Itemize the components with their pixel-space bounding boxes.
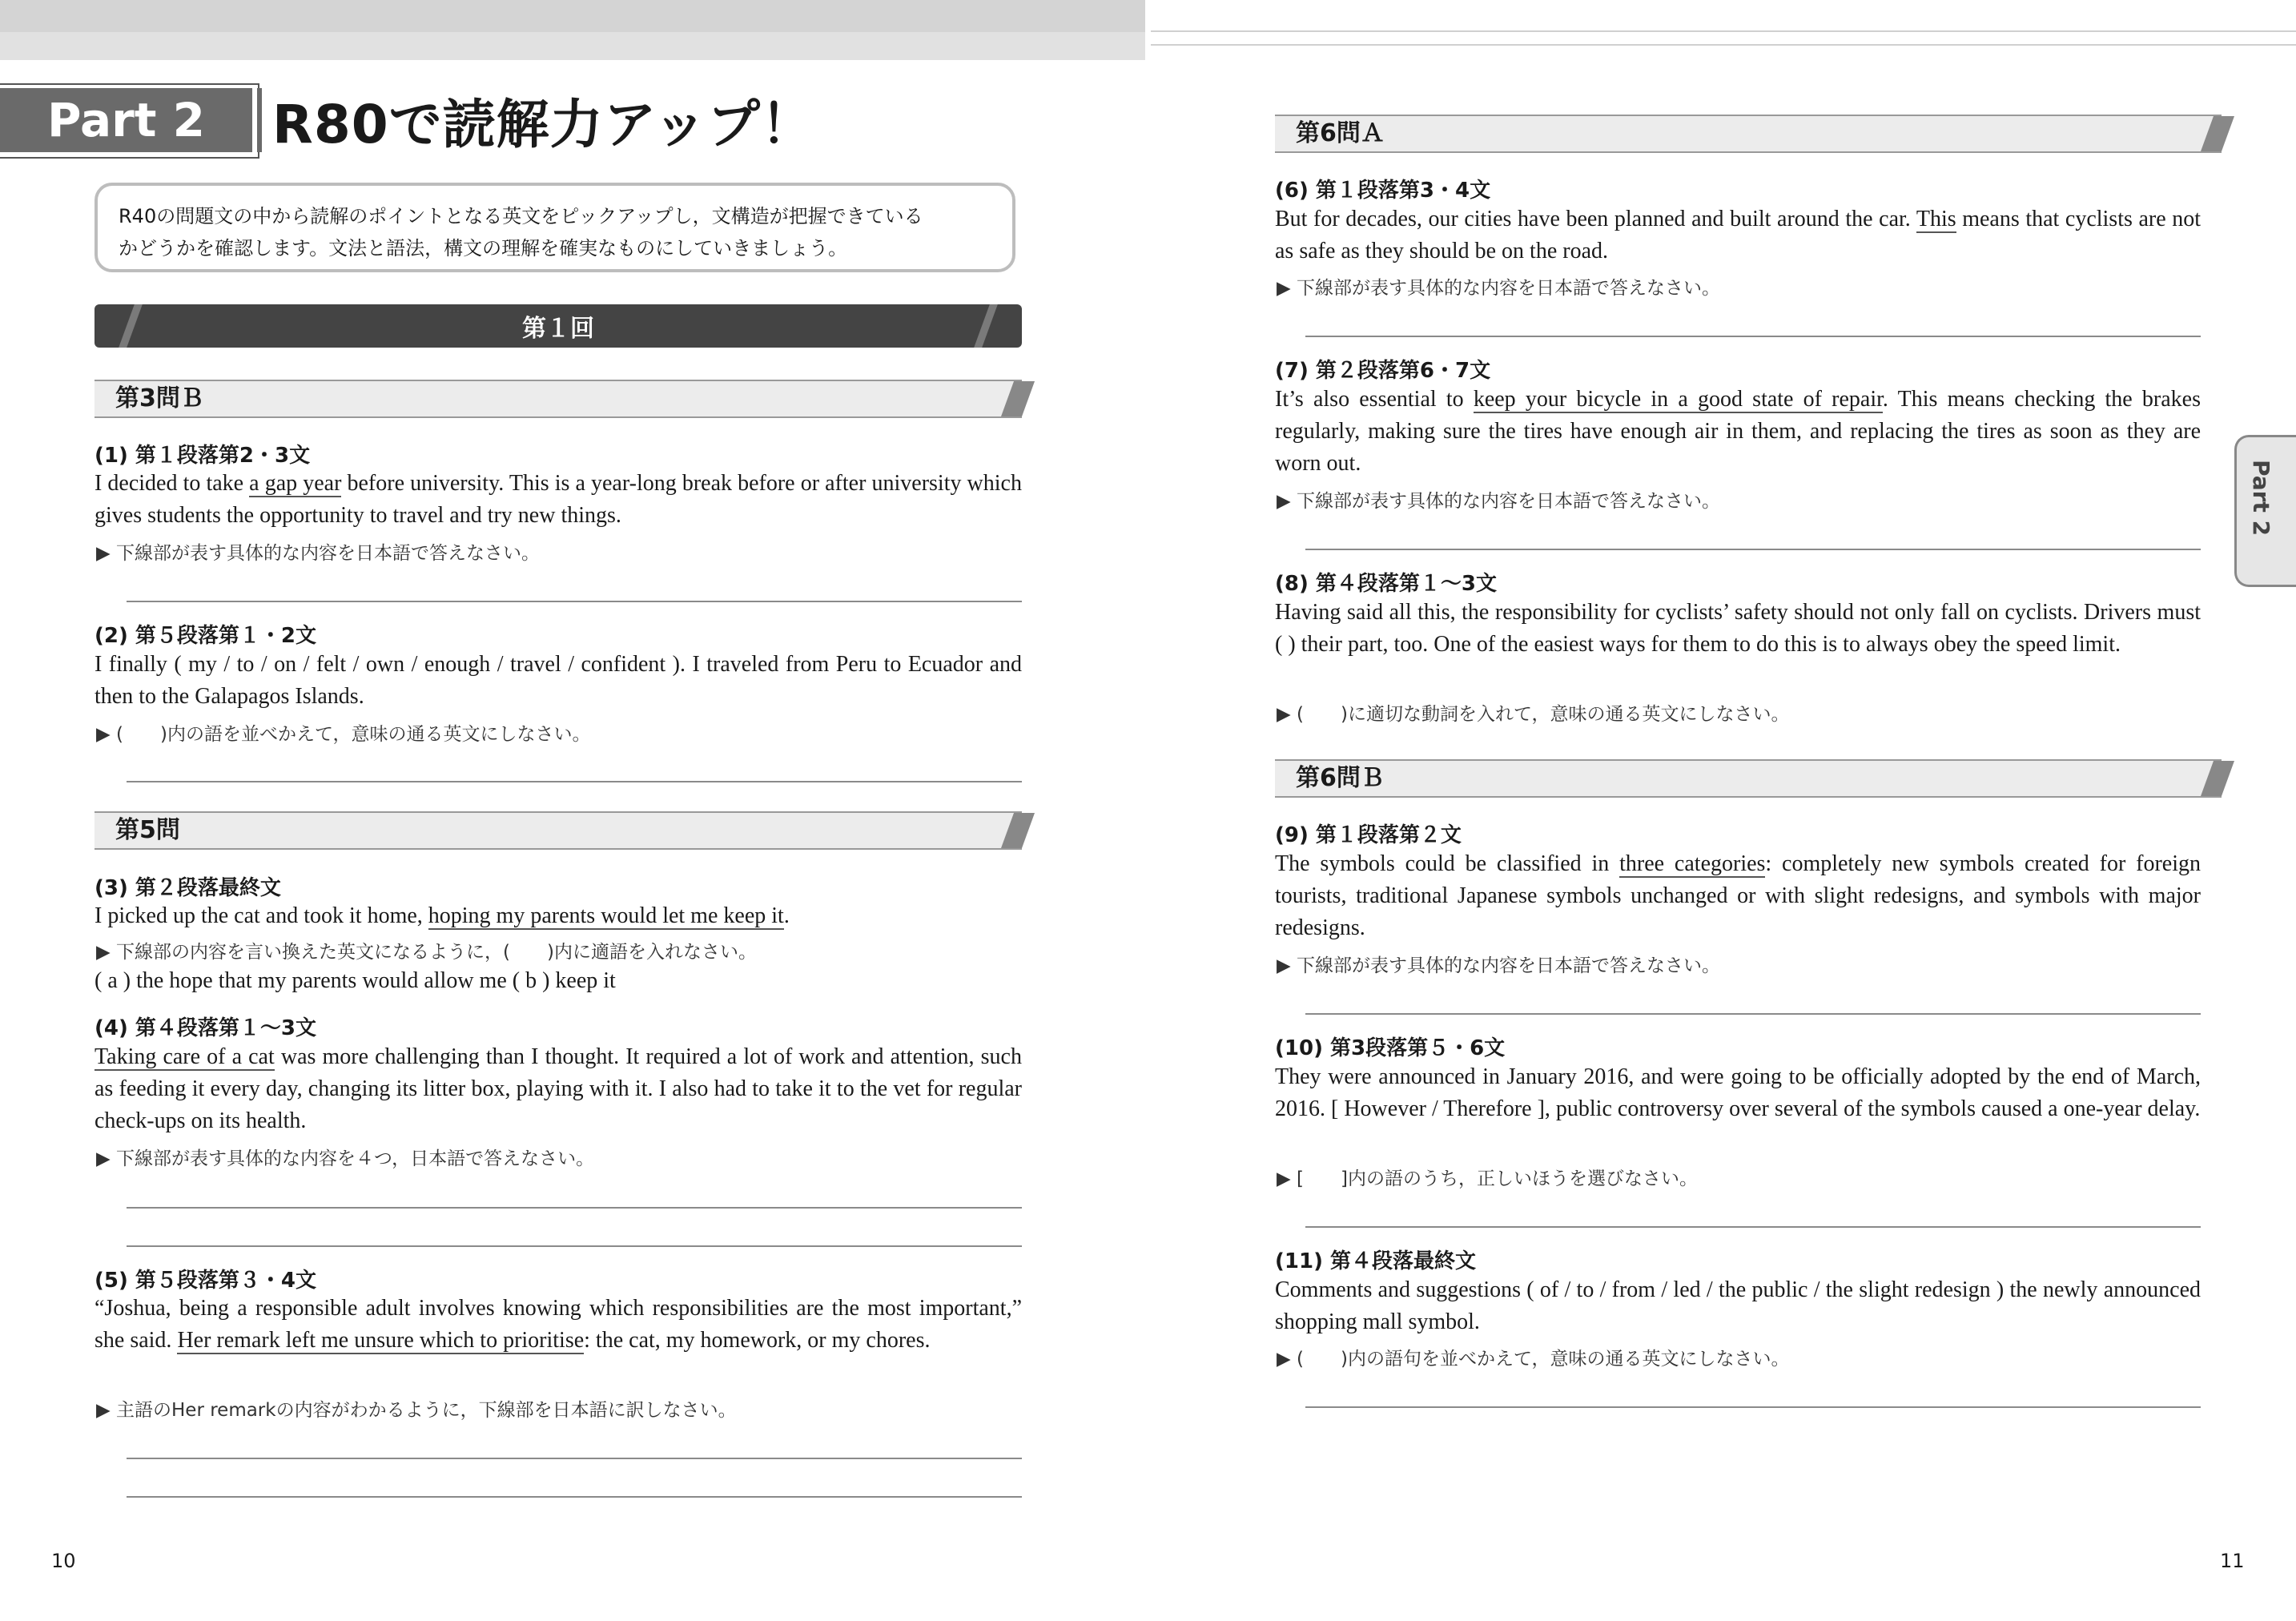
side-tab-label: Part 2 <box>2248 460 2274 537</box>
answer-line[interactable] <box>127 781 1022 782</box>
question-label: (4) 第４段落第１～3文 <box>94 1016 316 1040</box>
answer-line[interactable] <box>127 1458 1022 1459</box>
answer-line[interactable] <box>1305 1226 2201 1228</box>
section-slant <box>1001 813 1035 848</box>
page-number-left: 10 <box>51 1550 76 1572</box>
header-rule <box>1151 44 2296 46</box>
intro-line: かどうかを確認します。文法と語法，構文の理解を確実なものにしていきましょう。 <box>119 237 848 259</box>
answer-line[interactable] <box>1305 549 2201 550</box>
instruction: ▶ 主語のHer remarkの内容がわかるように，下線部を日本語に訳しなさい。 <box>96 1400 737 1421</box>
question-label: (10) 第3段落第５・6文 <box>1275 1036 1506 1060</box>
instruction: ▶ 下線部が表す具体的な内容を４つ，日本語で答えなさい。 <box>96 1148 595 1169</box>
round-bar: 第１回 <box>94 304 1022 348</box>
underlined-phrase: a gap year <box>249 471 342 496</box>
answer-line[interactable] <box>127 1207 1022 1209</box>
question-label: (6) 第１段落第3・4文 <box>1275 179 1491 203</box>
section-title: 第5問 <box>115 816 180 844</box>
question-text: I finally ( my / to / on / felt / own / enough / travel / confident ). I traveled from Peru to Ecuador and then to the Galapagos Islands. <box>94 652 1022 709</box>
question-text: Comments and suggestions ( of / to / from / led / the public / the slight redesign ) the newly announced shopping mall symbol. <box>1275 1277 2201 1334</box>
underlined-phrase: Her remark left me unsure which to prioritise <box>177 1328 585 1353</box>
question-text: Having said all this, the responsibility for cyclists’ safety should not only fall on cyclists. Drivers must ( ) their part, too. One of the easiest ways for them to do this is to always obey the speed limit. <box>1275 600 2201 657</box>
question-label: (2) 第５段落第１・2文 <box>94 624 316 648</box>
section-header-6a <box>1275 115 2222 153</box>
side-tab <box>2234 435 2296 587</box>
underlined-phrase: hoping my parents would let me keep it <box>428 903 784 928</box>
section-header-3b <box>94 380 1022 418</box>
instruction: ▶ 下線部の内容を言い換えた英文になるように，( )内に適語を入れなさい。 <box>96 942 757 963</box>
section-title: 第3問Ｂ <box>115 384 204 412</box>
answer-line[interactable] <box>1305 1406 2201 1408</box>
section-title: 第6問Ａ <box>1296 119 1385 147</box>
section-slant <box>2201 761 2234 796</box>
page-number-right: 11 <box>2220 1550 2245 1572</box>
question-text: They were announced in January 2016, and were going to be officially adopted by the end of March, 2016. [ However / Therefore ], public controversy over several of the symbols caused a one-year delay. <box>1275 1064 2201 1121</box>
underlined-phrase: This <box>1916 207 1956 231</box>
section-slant <box>2201 116 2234 151</box>
question-label: (11) 第４段落最終文 <box>1275 1249 1476 1273</box>
intro-line: R40の問題文の中から読解のポイントとなる英文をピックアップし，文構造が把握できている <box>119 205 923 227</box>
instruction: ▶ 下線部が表す具体的な内容を日本語で答えなさい。 <box>1277 278 1720 299</box>
section-header-6b <box>1275 759 2222 798</box>
section-title: 第6問Ｂ <box>1296 764 1385 792</box>
question-text: The symbols could be classified in three categories: completely new symbols created for foreign tourists, traditional Japanese symbols unchanged or with slight redesigns, and symbols with major redesigns. <box>1275 851 2201 940</box>
underlined-phrase: Taking care of a cat <box>94 1044 275 1069</box>
answer-line[interactable] <box>1305 1013 2201 1015</box>
question-label: (7) 第２段落第6・7文 <box>1275 359 1491 383</box>
instruction: ▶ 下線部が表す具体的な内容を日本語で答えなさい。 <box>1277 491 1720 512</box>
answer-line[interactable] <box>1305 336 2201 337</box>
underlined-phrase: keep your bicycle in a good state of repair <box>1473 387 1883 412</box>
question-label: (9) 第１段落第２文 <box>1275 823 1462 847</box>
question-label: (3) 第２段落最終文 <box>94 876 281 900</box>
part-label: Part 2 <box>0 88 257 152</box>
underlined-phrase: three categories <box>1619 851 1766 876</box>
page-title: R80で読解力アップ！ <box>272 94 815 155</box>
question-text: I decided to take a gap year before university. This is a year-long break before or after university which gives students the opportunity to travel and try new things. <box>94 471 1022 528</box>
intro-box <box>94 183 1015 272</box>
question-label: (1) 第１段落第2・3文 <box>94 444 311 468</box>
question-text: Taking care of a cat was more challenging than I thought. It required a lot of work and attention, such as feeding it every day, changing its litter box, playing with it. I also had to take it to the vet for regular check-ups on its health. <box>94 1044 1022 1133</box>
question-extra: ( a ) the hope that my parents would allow me ( b ) keep it <box>94 968 616 993</box>
instruction: ▶ ( )に適切な動詞を入れて，意味の通る英文にしなさい。 <box>1277 704 1790 725</box>
header-rule <box>1151 30 2296 32</box>
instruction: ▶ 下線部が表す具体的な内容を日本語で答えなさい。 <box>1277 955 1720 976</box>
answer-line[interactable] <box>127 601 1022 602</box>
answer-line[interactable] <box>127 1496 1022 1498</box>
question-label: (5) 第５段落第３・4文 <box>94 1269 316 1293</box>
instruction: ▶ [ ]内の語のうち，正しいほうを選びなさい。 <box>1277 1168 1698 1189</box>
question-label: (8) 第４段落第１～3文 <box>1275 572 1497 596</box>
header-band-dark <box>0 0 1145 32</box>
answer-line[interactable] <box>127 1245 1022 1247</box>
question-text: But for decades, our cities have been planned and built around the car. This means that cyclists are not as safe as they should be on the road. <box>1275 207 2201 263</box>
section-header-5 <box>94 811 1022 850</box>
instruction: ▶ ( )内の語を並べかえて，意味の通る英文にしなさい。 <box>96 724 591 745</box>
section-slant <box>1001 381 1035 416</box>
question-text: It’s also essential to keep your bicycle in a good state of repair. This means checking the brakes regularly, making sure the tires have enough air in them, and replacing the tires as soon as they are worn out. <box>1275 387 2202 476</box>
question-text: “Joshua, being a responsible adult involves knowing which responsibilities are the most important,” she said. Her remark left me unsure which to prioritise: the cat, my homework, or my chores. <box>94 1296 1022 1353</box>
instruction: ▶ ( )内の語句を並べかえて，意味の通る英文にしなさい。 <box>1277 1349 1790 1370</box>
instruction: ▶ 下線部が表す具体的な内容を日本語で答えなさい。 <box>96 543 540 564</box>
question-text: I picked up the cat and took it home, hoping my parents would let me keep it. <box>94 903 790 928</box>
